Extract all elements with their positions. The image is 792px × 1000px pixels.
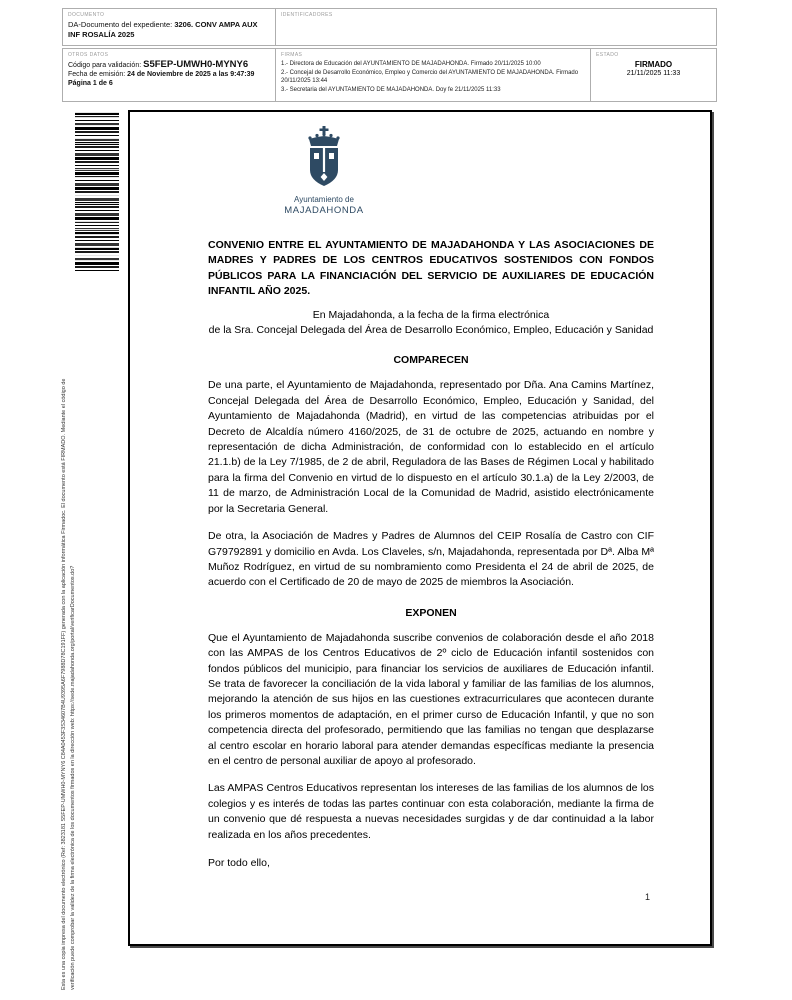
logo-org-line1: Ayuntamiento de [294, 195, 354, 204]
paragraph-comparecen-1: De una parte, el Ayuntamiento de Majadahonda, representado por Dña. Ana Camins Martínez, Concejal Delegada del Área de Desarrollo Económico, Empleo, Educación y Sanidad, del Ayuntamiento de Majadahonda (Madrid), en virtud de las competencias atribuidas por el Decreto de Alcaldía número 4160/2025, de 31 de octubre de 2025, actuando en nombre y representación de dicha Administración, de conformidad con lo establecido en el artículo 21.1.b) de la Ley 7/1985, de 2 de abril, Reguladora de las Bases de Régimen Local y habilitado para la firma del Convenio en virtud de lo dispuesto en el artículo 30.1.a) de la Ley 2/2003, de 11 de marzo, de Administración Local de la Comunidad de Madrid, asistido electrónicamente por la Secretaria General. [208, 379, 654, 515]
documento-prefix: DA-Documento del expediente: [68, 20, 175, 29]
fecha-label: Fecha de emisión: [68, 71, 128, 78]
firma-line-1: 1.- Directora de Educación del AYUNTAMIENTO DE MAJADAHONDA. Firmado 20/11/2025 10:00 [281, 61, 541, 67]
codigo-validacion [68, 60, 270, 70]
intro-line-2: de la Sra. Concejal Delegada del Área de Desarrollo Económico, Empleo, Educación y Sanidad [208, 324, 654, 337]
paragraph-exponen-2: Las AMPAS Centros Educativos representan los intereses de las familias de los alumnos de los colegios y es interés de todas las partes continuar con esta colaboración, mediante la firma de un convenio que dé respuesta a nuevas necesidades surgidas y de dar continuidad a la labor realizada en los años precedentes. [208, 782, 654, 841]
city-logo [268, 126, 380, 216]
fecha-value: 24 de Noviembre de 2025 a las 9:47:39 [127, 71, 255, 78]
firma-line-3: 3.- Secretaria del AYUNTAMIENTO DE MAJADAHONDA. Doy fe 21/11/2025 11:33 [281, 86, 501, 93]
pagina-indicator: Página 1 de 6 [68, 80, 113, 87]
fecha-emision [68, 70, 270, 79]
otros-datos-label: OTROS DATOS [68, 52, 109, 58]
header-cell-documento [62, 8, 276, 46]
status-datetime: 21/11/2025 11:33 [626, 70, 681, 77]
identificadores-label: IDENTIFICADORES [281, 12, 333, 18]
firmas-label: FIRMAS [281, 52, 303, 58]
documento-label: DOCUMENTO [68, 12, 105, 18]
codigo-value: S5FEP-UMWH0-MYNY6 [143, 59, 249, 70]
closing-line: Por todo ello, [208, 857, 270, 869]
documento-number: 3206. CONV AMPA AUX INF ROSALÍA 2025 [68, 20, 258, 39]
heading-exponen: EXPONEN [405, 606, 457, 619]
header-cell-identificadores [275, 8, 717, 46]
verification-line-2: verificación puede comprobar la validez de la firma electrónica de los documentos firmados en la dirección web: https://sede.majadahonda.org/portal/verificarDocumentos.do? [70, 565, 76, 990]
document-title: CONVENIO ENTRE EL AYUNTAMIENTO DE MAJADAHONDA Y LAS ASOCIACIONES DE MADRES Y PADRES DE LOS CENTROS EDUCATIVOS SOSTENIDOS CON FONDOS PÚBLICOS PARA LA FINANCIACIÓN DEL SERVICIO DE AUXILIARES DE EDUCACIÓN INFANTIL AÑO 2025. [208, 239, 654, 298]
barcode [75, 112, 119, 272]
header-cell-estado [590, 48, 717, 102]
verification-line-1: Esta es una copia impresa del documento electrónico (Ref: 3823181 S5FEP-UMWH0-MYNY6 C84A0453F3S34607B4U9395A6F7988D78C191FF) generada con la aplicación informática Firmadoc. El documento está FIRMADO. Mediante el código de [61, 378, 67, 990]
heading-comparecen: COMPARECEN [393, 354, 469, 367]
verification-sidebar-text [60, 302, 78, 990]
status-badge: FIRMADO [634, 60, 673, 69]
logo-org-line2: MAJADAHONDA [284, 205, 364, 216]
header-cell-otros-datos [62, 48, 276, 102]
firma-line-2: 2.- Concejal de Desarrollo Económico, Empleo y Comercio del AYUNTAMIENTO DE MAJADAHONDA. Firmado 20/11/2025 13:44 [281, 69, 579, 84]
paragraph-exponen-1: Que el Ayuntamiento de Majadahonda suscribe convenios de colaboración desde el año 2018 con las AMPAS de los Centros Educativos de 2º ciclo de Educación infantil sostenidos con fondos públicos del municipio, para financiar los servicios de auxiliares de Educación infantil. Se trata de favorecer la conciliación de la vida laboral y familiar de las familias de los alumnos, mejorando la atención de sus hijos en las cuestiones extracurriculares que acontecen durante los primeros momentos de adaptación, en el primer curso de Educación Infantil, y que no son competencia directa del profesorado, permitiendo que las familias no tengan que desplazarse al centro escolar en horario laboral para atender demandas específicas mediante la presencia en el centro de personal auxiliar de apoyo al profesorado. [208, 631, 654, 767]
header-cell-firmas [275, 48, 591, 102]
intro-lines [208, 308, 654, 339]
estado-body [596, 60, 711, 77]
documento-value [68, 20, 270, 39]
codigo-label: Código para validación: [68, 62, 144, 69]
intro-line-1: En Majadahonda, a la fecha de la firma electrónica [312, 308, 550, 321]
paragraph-comparecen-2: De otra, la Asociación de Madres y Padres de Alumnos del CEIP Rosalía de Castro con CIF G79792891 y domicilio en Avda. Los Claveles, s/n, Majadahonda, representada por Dª. Alba Mª Muñoz Rodríguez, en virtud de su nombramiento como Presidenta el 24 de abril de 2025, de acuerdo con el Certificado de 20 de mayo de 2025 de miembros la Asociación. [208, 530, 654, 589]
estado-label: ESTADO [596, 52, 619, 58]
majadahonda-crest-icon [268, 126, 380, 190]
document-page [128, 110, 712, 946]
page-number: 1 [644, 892, 650, 902]
